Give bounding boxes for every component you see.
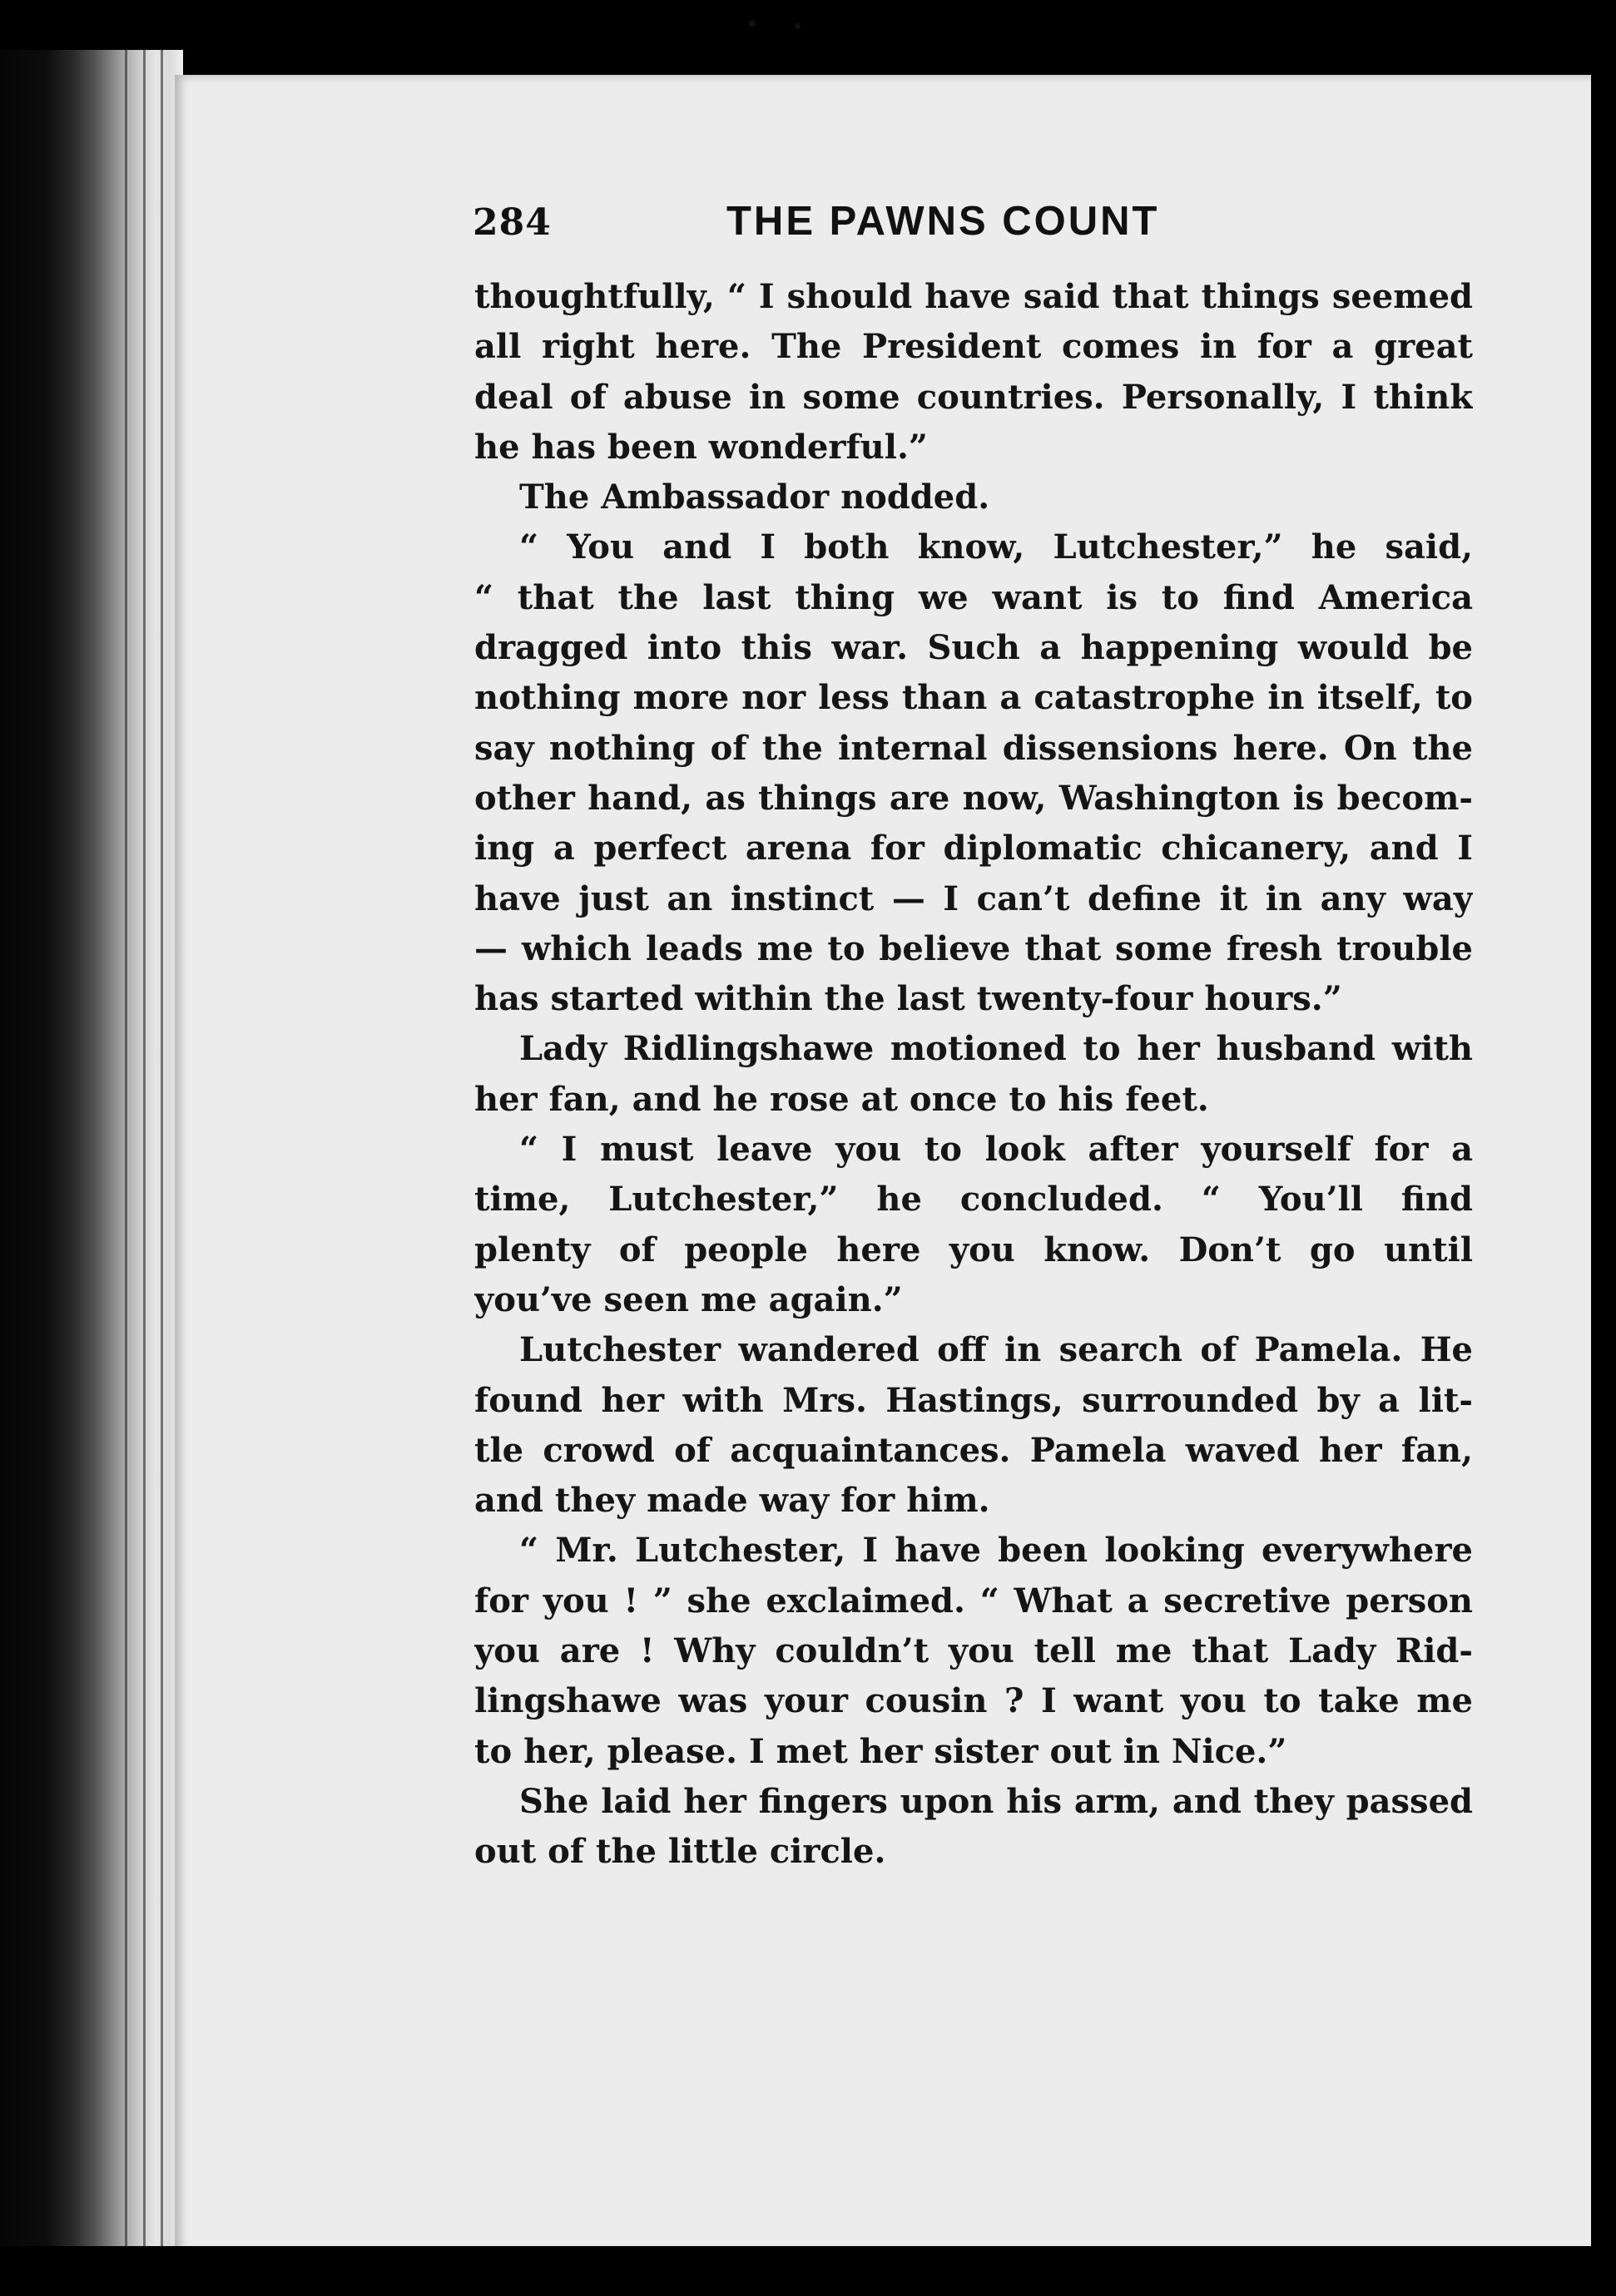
scan-top-border [0,0,1616,75]
text-line: “ that the last thing we want is to find America [474,577,1473,617]
binding-shadow-line [143,50,146,2296]
scan-bottom-border [0,2246,1616,2296]
scan-speck [795,23,801,29]
text-line: Lady Ridlingshawe motioned to her husband with [519,1029,1473,1069]
text-line: lingshawe was your cousin ? I want you to take me [474,1681,1473,1721]
text-line: her fan, and he rose at once to his feet. [474,1079,1209,1119]
text-line: She laid her fingers upon his arm, and they passed [519,1781,1473,1821]
text-line: other hand, as things are now, Washington is becom- [474,778,1473,818]
text-line: out of the little circle. [474,1832,886,1872]
text-line: plenty of people here you know. Don’t go until [474,1230,1473,1269]
text-line: say nothing of the internal dissensions here. On the [474,728,1473,768]
text-line: deal of abuse in some countries. Personally, I think [474,377,1473,417]
text-line: you’ve seen me again.” [474,1279,903,1319]
text-line: The Ambassador nodded. [519,478,990,517]
text-line: found her with Mrs. Hastings, surrounded by a lit- [474,1380,1473,1420]
text-line: for you ! ” she exclaimed. “ What a secretive person [474,1581,1473,1621]
text-line: to her, please. I met her sister out in Nice.” [474,1731,1287,1771]
text-line: dragged into this war. Such a happening would be [474,628,1473,668]
body-text [474,272,1473,1878]
book-binding-gutter [0,50,183,2296]
page-header [473,198,1480,256]
scan-speck [749,20,756,27]
text-line: all right here. The President comes in for a great [474,327,1473,367]
binding-shadow-line [161,50,163,2296]
text-line: thoughtfully, “ I should have said that things seemed [474,277,1473,316]
text-line: “ Mr. Lutchester, I have been looking everywhere [519,1531,1473,1571]
text-line: ing a perfect arena for diplomatic chicanery, and I [474,829,1473,868]
binding-shadow-line [125,50,127,2296]
scan-right-border [1591,75,1616,2296]
text-line: tle crowd of acquaintances. Pamela waved her fan, [474,1430,1473,1470]
text-line: and they made way for him. [474,1481,990,1521]
running-title: THE PAWNS COUNT [726,199,1160,244]
text-line: have just an instinct — I can’t define it in any way [474,878,1473,918]
text-line: — which leads me to believe that some fresh trouble [474,928,1473,968]
text-line: nothing more nor less than a catastrophe in itself, to [474,678,1473,718]
text-line: has started within the last twenty-four hours.” [474,979,1342,1019]
text-line: “ You and I both know, Lutchester,” he said, [519,527,1473,567]
text-line: you are ! Why couldn’t you tell me that Lady Rid- [474,1631,1473,1671]
text-line: Lutchester wandered off in search of Pamela. He [519,1330,1473,1370]
text-line: time, Lutchester,” he concluded. “ You’ll find [474,1180,1473,1220]
page-number: 284 [473,201,552,244]
text-line: he has been wonderful.” [474,427,928,467]
text-line: “ I must leave you to look after yourself for a [519,1130,1473,1170]
